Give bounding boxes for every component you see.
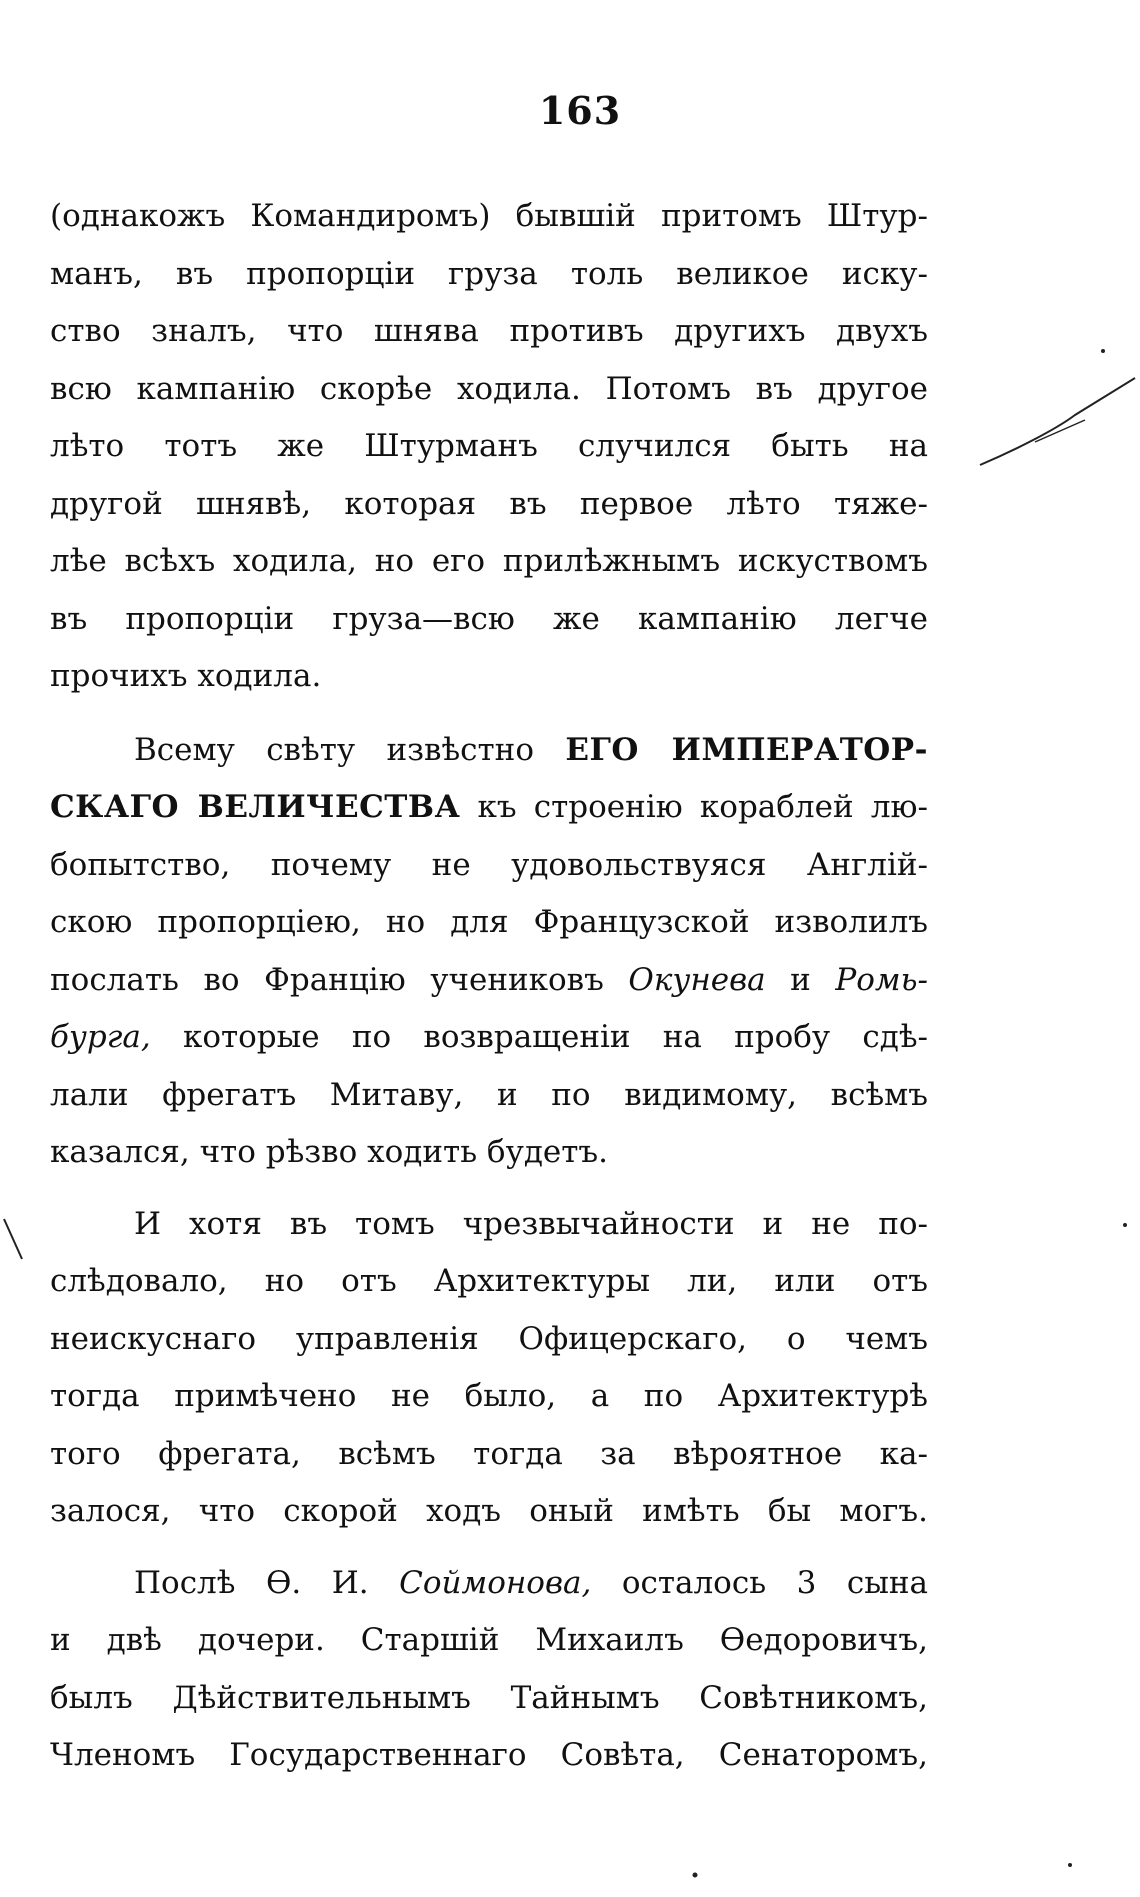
emphasis-caps: ЕГО ИМПЕРАТОР- [565,731,928,768]
text-line [50,1009,928,1067]
text-line [50,722,928,780]
page-number: 163 [538,88,622,133]
text-line [50,952,928,1010]
text-line: казался, что рѣзво ходить будетъ. [50,1134,608,1170]
text-line: слѣдовало, но отъ Архитектуры ли, или отъ [50,1263,928,1299]
text-line: неискуснаго управленія Офицерскаго, о чемъ [50,1320,928,1357]
text-line: лали фрегатъ Митаву, и по видимому, всѣмъ [50,1076,928,1113]
paragraph-3 [50,1196,928,1541]
text-line [50,1555,928,1613]
text-line: Членомъ Государственнаго Совѣта, Сенаторомъ, [50,1737,928,1773]
text-line: ство зналъ, что шнява противъ другихъ двухъ [50,313,928,349]
text-line: и двѣ дочери. Старшій Михаилъ Ѳедоровичъ, [50,1622,928,1658]
text-span: къ строенію кораблей лю- [460,789,928,825]
body-text [50,188,928,1785]
person-name: Соймонова, [399,1564,592,1601]
person-name: Ромь- [835,961,928,998]
text-line: скою пропорціею, но для Французской изволилъ [50,904,928,940]
text-line: тогда примѣчено не было, а по Архитектурѣ [50,1378,928,1414]
paragraph-4 [50,1555,928,1785]
text-line: былъ Дѣйствительнымъ Тайнымъ Совѣтникомъ, [50,1679,928,1716]
margin-dot-mark [690,1870,700,1880]
text-line: лѣто тотъ же Штурманъ случился быть на [50,428,928,464]
person-name: бурга, [50,1019,151,1055]
text-line: въ пропорціи груза—всю же кампанію легче [50,600,928,637]
text-line: бопытство, почему не удовольствуяся Англій- [50,846,928,883]
text-line: (однакожъ Командиромъ) бывшій притомъ Штур- [50,198,928,234]
paragraph-2 [50,722,928,1182]
text-line: прочихъ ходила. [50,658,322,694]
text-line: другой шнявѣ, которая въ первое лѣто тяже- [50,485,928,522]
person-name: Окунева [628,961,766,998]
text-line: того фрегата, всѣмъ тогда за вѣроятное ка- [50,1435,928,1472]
emphasis-caps: СКАГО ВЕЛИЧЕСТВА [50,789,461,825]
text-span: осталось 3 сына [591,1564,928,1601]
margin-pencil-mark [975,370,1140,480]
text-span: и [765,961,836,998]
text-line: залося, что скорой ходъ оный имѣть бы могъ. [50,1493,928,1529]
text-line: всю кампанію скорѣе ходила. Потомъ въ другое [50,370,928,407]
text-line [50,779,928,837]
text-line: И хотя въ томъ чрезвычайности и не по- [134,1205,928,1242]
margin-dot-mark [1120,1220,1130,1230]
margin-tick-mark [0,1215,30,1265]
text-line: лѣе всѣхъ ходила, но его прилѣжнымъ искуствомъ [50,543,928,579]
text-line: манъ, въ пропорціи груза толь великое иску- [50,255,928,292]
text-span: которые по возвращеніи на пробу сдѣ- [150,1019,928,1055]
margin-dot-mark [1098,346,1108,356]
margin-dot-mark [1065,1860,1075,1870]
text-span: Послѣ Ѳ. И. [134,1564,400,1601]
paragraph-1 [50,188,928,706]
text-span: Всему свѣту извѣстно [134,731,566,768]
text-span: послать во Францію учениковъ [50,961,629,998]
